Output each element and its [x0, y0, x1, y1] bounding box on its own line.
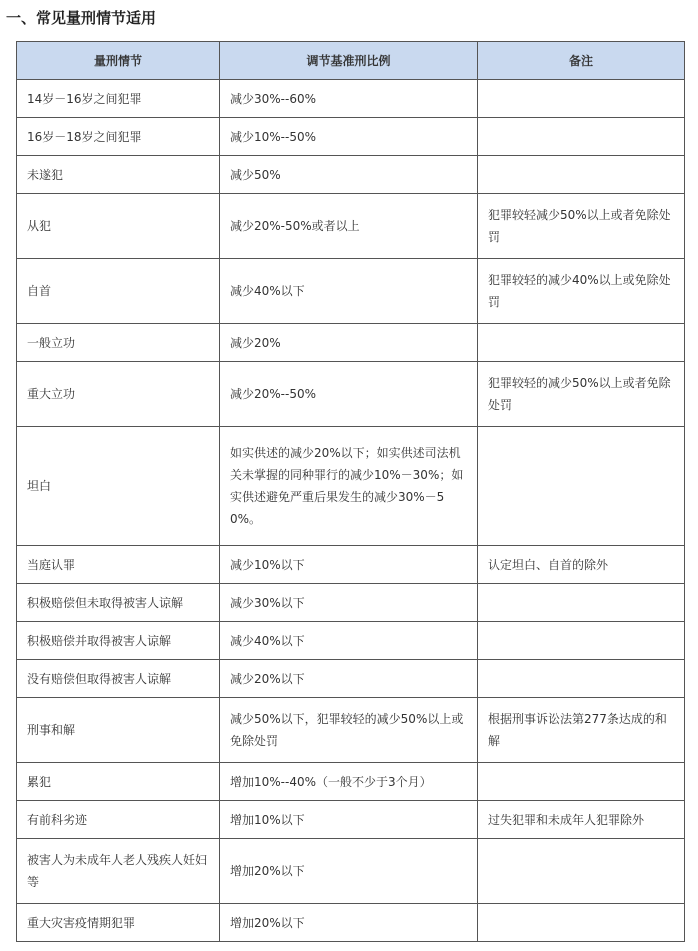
section-title: 一、常见量刑情节适用	[6, 9, 157, 27]
circumstance-cell: 14岁－16岁之间犯罪	[17, 80, 220, 118]
adjustment-ratio-cell: 减少40%以下	[220, 259, 478, 324]
adjustment-ratio-cell: 减少50%以下，犯罪较轻的减少50%以上或免除处罚	[220, 698, 478, 763]
circumstance-cell: 被害人为未成年人老人残疾人妊妇等	[17, 839, 220, 904]
circumstance-cell: 一般立功	[17, 324, 220, 362]
remarks-cell	[478, 839, 685, 904]
remarks-cell: 犯罪较轻减少50%以上或者免除处罚	[478, 194, 685, 259]
header-circumstance: 量刑情节	[17, 42, 220, 80]
adjustment-ratio-cell: 如实供述的减少20%以下；如实供述司法机关未掌握的同种罪行的减少10%－30%；如实供述避免严重后果发生的减少30%－50%。	[220, 427, 478, 546]
adjustment-ratio-cell: 减少30%以下	[220, 584, 478, 622]
table-row	[17, 801, 685, 839]
header-adjustment-ratio: 调节基准刑比例	[220, 42, 478, 80]
circumstance-cell: 累犯	[17, 763, 220, 801]
circumstance-cell: 没有赔偿但取得被害人谅解	[17, 660, 220, 698]
table-row	[17, 698, 685, 763]
remarks-cell: 根据刑事诉讼法第277条达成的和解	[478, 698, 685, 763]
remarks-cell	[478, 904, 685, 942]
adjustment-ratio-cell: 减少40%以下	[220, 622, 478, 660]
table-row	[17, 324, 685, 362]
table-row	[17, 259, 685, 324]
adjustment-ratio-cell: 减少30%--60%	[220, 80, 478, 118]
table-row	[17, 546, 685, 584]
table-row	[17, 118, 685, 156]
circumstance-cell: 积极赔偿但未取得被害人谅解	[17, 584, 220, 622]
circumstance-cell: 16岁－18岁之间犯罪	[17, 118, 220, 156]
table-row	[17, 763, 685, 801]
adjustment-ratio-cell: 减少20%-50%或者以上	[220, 194, 478, 259]
adjustment-ratio-cell: 增加20%以下	[220, 904, 478, 942]
remarks-cell	[478, 324, 685, 362]
remarks-cell	[478, 118, 685, 156]
header-remarks: 备注	[478, 42, 685, 80]
table-row	[17, 622, 685, 660]
adjustment-ratio-cell: 减少50%	[220, 156, 478, 194]
table-row	[17, 80, 685, 118]
remarks-cell: 认定坦白、自首的除外	[478, 546, 685, 584]
table-row	[17, 904, 685, 942]
remarks-cell: 犯罪较轻的减少40%以上或免除处罚	[478, 259, 685, 324]
adjustment-ratio-cell: 增加20%以下	[220, 839, 478, 904]
remarks-cell: 过失犯罪和未成年人犯罪除外	[478, 801, 685, 839]
table-row	[17, 427, 685, 546]
remarks-cell	[478, 156, 685, 194]
remarks-cell	[478, 763, 685, 801]
table-row	[17, 362, 685, 427]
circumstance-cell: 当庭认罪	[17, 546, 220, 584]
remarks-cell	[478, 622, 685, 660]
circumstance-cell: 重大灾害疫情期犯罪	[17, 904, 220, 942]
table-header-row	[17, 42, 685, 80]
adjustment-ratio-cell: 减少20%	[220, 324, 478, 362]
circumstance-cell: 坦白	[17, 427, 220, 546]
adjustment-ratio-cell: 减少10%--50%	[220, 118, 478, 156]
remarks-cell: 犯罪较轻的减少50%以上或者免除处罚	[478, 362, 685, 427]
circumstance-cell: 重大立功	[17, 362, 220, 427]
adjustment-ratio-cell: 减少20%以下	[220, 660, 478, 698]
table-body	[17, 80, 685, 942]
adjustment-ratio-cell: 增加10%--40%（一般不少于3个月）	[220, 763, 478, 801]
circumstance-cell: 刑事和解	[17, 698, 220, 763]
remarks-cell	[478, 584, 685, 622]
adjustment-ratio-cell: 减少20%--50%	[220, 362, 478, 427]
remarks-cell	[478, 660, 685, 698]
table-row	[17, 194, 685, 259]
remarks-cell	[478, 80, 685, 118]
table-row	[17, 156, 685, 194]
table-row	[17, 660, 685, 698]
sentencing-table	[16, 41, 685, 942]
table-row	[17, 584, 685, 622]
circumstance-cell: 有前科劣迹	[17, 801, 220, 839]
circumstance-cell: 积极赔偿并取得被害人谅解	[17, 622, 220, 660]
remarks-cell	[478, 427, 685, 546]
circumstance-cell: 从犯	[17, 194, 220, 259]
adjustment-ratio-cell: 减少10%以下	[220, 546, 478, 584]
circumstance-cell: 未遂犯	[17, 156, 220, 194]
adjustment-ratio-cell: 增加10%以下	[220, 801, 478, 839]
table-row	[17, 839, 685, 904]
circumstance-cell: 自首	[17, 259, 220, 324]
